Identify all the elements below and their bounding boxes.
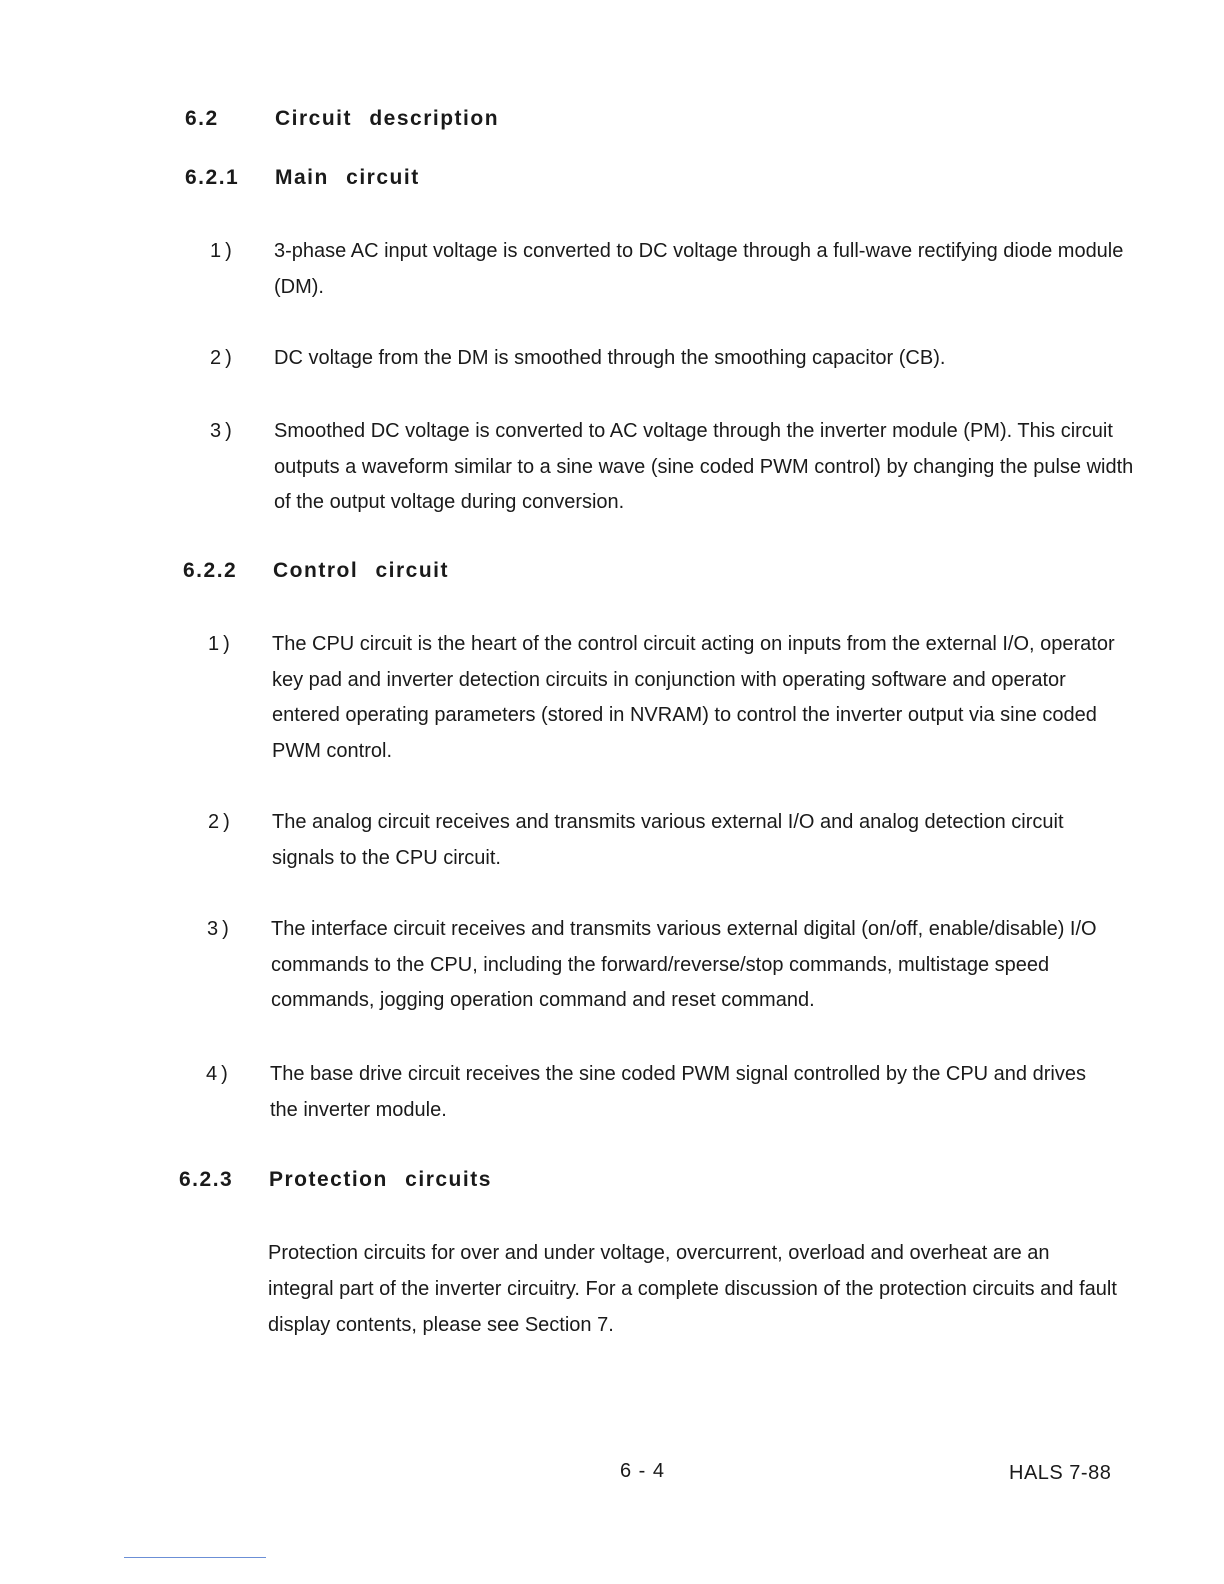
item-marker: 4)	[206, 1063, 232, 1085]
section-number: 6.2	[185, 107, 219, 130]
item-text: The interface circuit receives and transmits various external digital (on/off, enable/disable) I/O commands to the CPU, including the forward/reverse/stop commands, multistage speed commands, jogging operation command and reset command.	[271, 918, 1097, 1011]
item-marker: 2)	[210, 347, 236, 369]
section-number: 6.2.3	[179, 1168, 234, 1191]
section-title: Control circuit	[273, 559, 450, 582]
item-text: The CPU circuit is the heart of the control circuit acting on inputs from the external I/O, operator key pad and inverter detection circuits in conjunction with operating software and operator entered operating parameters (stored in NVRAM) to control the inverter output via sine coded PWM control.	[272, 633, 1115, 762]
item-text: DC voltage from the DM is smoothed through the smoothing capacitor (CB).	[274, 347, 946, 369]
document-code: HALS 7-88	[1009, 1462, 1112, 1484]
item-marker: 3)	[207, 918, 233, 940]
section-number: 6.2.2	[183, 559, 238, 582]
section-title: Main circuit	[275, 166, 420, 189]
item-marker: 3)	[210, 420, 236, 442]
protection-circuits-paragraph: Protection circuits for over and under voltage, overcurrent, overload and overheat are an integral part of the inverter circuitry. For a complete discussion of the protection circuits and fault display contents, please see Section 7.	[268, 1242, 1117, 1336]
page-number: 6 - 4	[620, 1460, 666, 1482]
item-marker: 1)	[208, 633, 234, 655]
scan-edge-line	[124, 1557, 266, 1558]
section-title: Circuit description	[275, 107, 500, 130]
item-marker: 1)	[210, 240, 236, 262]
section-number: 6.2.1	[185, 166, 240, 189]
item-marker: 2)	[208, 811, 234, 833]
item-text: 3-phase AC input voltage is converted to DC voltage through a full-wave rectifying diode module (DM).	[274, 240, 1124, 298]
section-title: Protection circuits	[269, 1168, 492, 1191]
item-text: The analog circuit receives and transmits various external I/O and analog detection circuit signals to the CPU circuit.	[272, 811, 1064, 869]
item-text: Smoothed DC voltage is converted to AC voltage through the inverter module (PM). This circuit outputs a waveform similar to a sine wave (sine coded PWM control) by changing the pulse width of the output voltage during conversion.	[274, 420, 1134, 513]
item-text: The base drive circuit receives the sine coded PWM signal controlled by the CPU and drives the inverter module.	[270, 1063, 1086, 1121]
